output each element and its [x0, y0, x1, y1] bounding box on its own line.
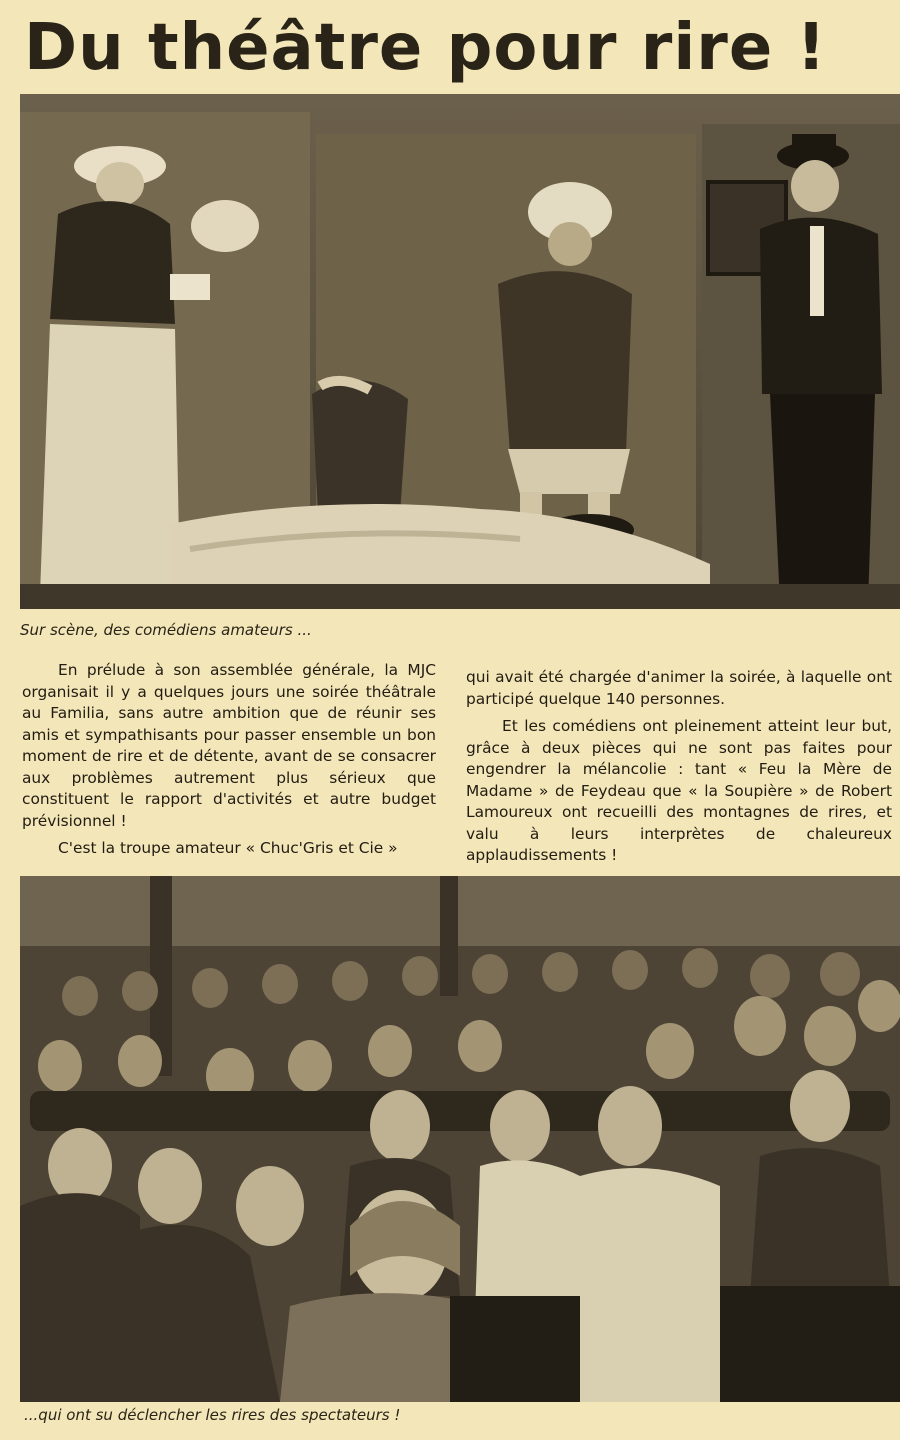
paragraph: Et les comédiens ont pleinement atteint leur but, grâce à deux pièces qui ne sont pas faites pour engendrer la mélancolie : tant « Feu la Mère de Madame » de Feydeau que « la Soupière » de Robert Lamoureux ont recueilli des montagnes de rires, et valu à leurs interprètes de chaleureux applaudissements ! — [466, 717, 892, 864]
stage-photo-caption: Sur scène, des comédiens amateurs ... — [20, 621, 312, 639]
paragraph: qui avait été chargée d'animer la soirée, à laquelle ont participé quelque 140 personnes. — [466, 668, 892, 708]
audience-photo-caption: ...qui ont su déclencher les rires des spectateurs ! — [24, 1406, 401, 1424]
paragraph: En prélude à son assemblée générale, la MJC organisait il y a quelques jours une soirée théâtrale au Familia, sans autre ambition que de réunir ses amis et sympathisants pour passer ensemble un bon moment de rire et de détente, avant de se consacrer aux problèmes autrement plus sérieux que constituent le rapport d'activités et autre budget prévisionnel ! — [22, 661, 436, 830]
stage-photo — [20, 94, 900, 609]
article-column-left — [22, 660, 436, 860]
audience-photo — [20, 876, 900, 1402]
headline: Du théâtre pour rire ! — [24, 11, 827, 85]
article-column-right — [466, 667, 892, 867]
paragraph: C'est la troupe amateur « Chuc'Gris et Cie » — [58, 839, 398, 857]
